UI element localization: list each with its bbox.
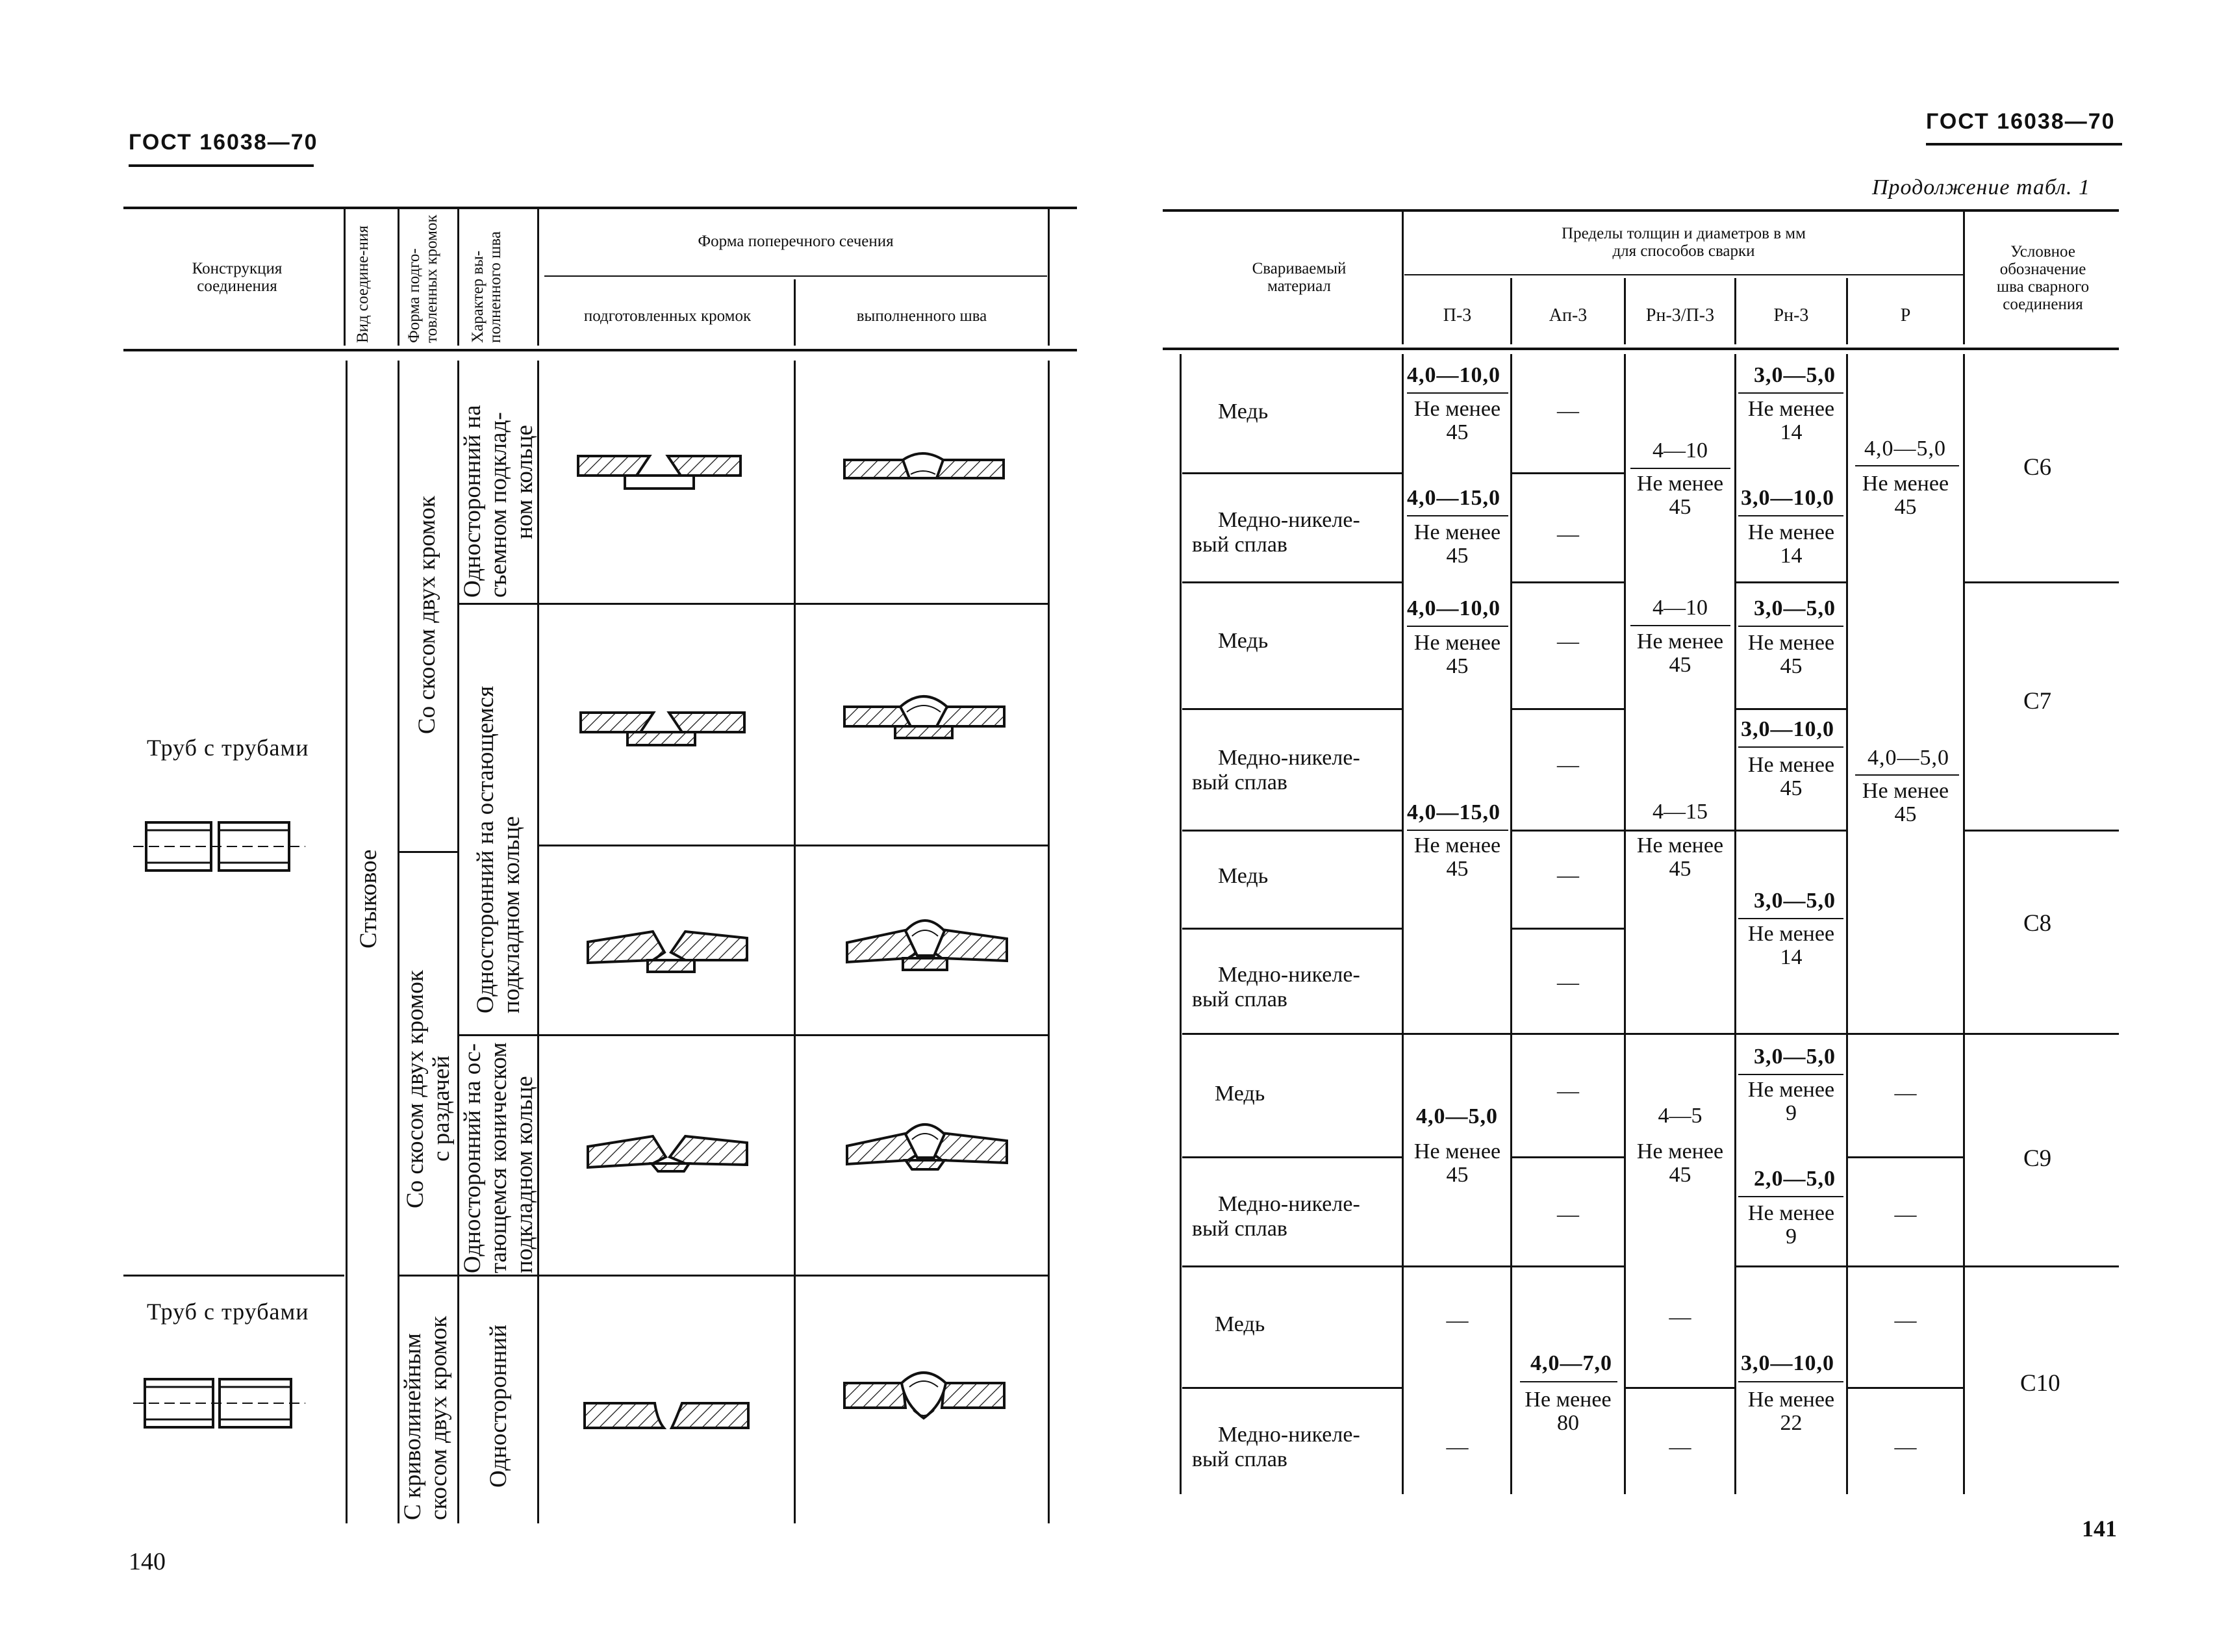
material-cuni-line: Медно-никеле- bbox=[1218, 508, 1360, 532]
range-value: 4,0—7,0 bbox=[1530, 1351, 1612, 1375]
right-symbol-rule bbox=[1965, 830, 2119, 832]
left-row-rule bbox=[398, 1275, 457, 1277]
not-less-text: Не менее bbox=[1747, 922, 1835, 946]
weld-symbol: С7 bbox=[2023, 688, 2052, 715]
joint-type-label: Стыковое bbox=[355, 849, 382, 948]
not-less-value: 14 bbox=[1780, 420, 1803, 444]
left-header-underline bbox=[129, 164, 314, 167]
not-less-label bbox=[1848, 780, 1963, 826]
left-row-rule bbox=[398, 851, 457, 853]
not-less-value: 45 bbox=[1894, 802, 1917, 826]
not-less-text: Не менее bbox=[1747, 397, 1835, 421]
not-less-text: Не менее bbox=[1636, 833, 1724, 858]
right-cell-rule bbox=[1510, 830, 1624, 832]
weld-symbol: С8 bbox=[2023, 910, 2052, 937]
weld-symbol: С9 bbox=[2023, 1145, 2052, 1172]
not-less-value: 9 bbox=[1786, 1101, 1797, 1125]
dash: — bbox=[1669, 1435, 1691, 1459]
range-value: 3,0—5,0 bbox=[1754, 363, 1836, 387]
seam-line: Односторонний на остающемся bbox=[472, 685, 499, 1013]
not-less-value: 45 bbox=[1446, 654, 1469, 678]
right-cell-rule bbox=[1510, 1156, 1624, 1158]
value-underline bbox=[1630, 625, 1730, 626]
not-less-label bbox=[1736, 1388, 1846, 1435]
right-cell-rule bbox=[1402, 1265, 1510, 1267]
material-cuni bbox=[1192, 963, 1360, 1012]
not-less-value: 45 bbox=[1446, 1163, 1469, 1187]
value-underline bbox=[1855, 465, 1959, 466]
finished-seam-drawing bbox=[838, 1117, 1033, 1182]
dash: — bbox=[1894, 1308, 1917, 1332]
material-cuni-line: Медно-никеле- bbox=[1218, 1423, 1360, 1447]
finished-seam-drawing bbox=[838, 689, 1033, 754]
left-col-rule bbox=[794, 279, 796, 346]
col-header-cross-section: Форма поперечного сечения bbox=[698, 233, 894, 250]
not-less-text: Не менее bbox=[1747, 1201, 1835, 1225]
right-cell-rule bbox=[1734, 708, 1846, 710]
right-cell-rule bbox=[1510, 472, 1624, 474]
dash: — bbox=[1669, 1305, 1691, 1329]
right-group-rule bbox=[1182, 1387, 1402, 1389]
value-underline bbox=[1738, 1381, 1843, 1382]
left-row-rule bbox=[537, 603, 1048, 605]
value-underline bbox=[1738, 746, 1843, 748]
right-cell-rule bbox=[1846, 1156, 1963, 1158]
range-value: 3,0—5,0 bbox=[1754, 889, 1836, 913]
dash: — bbox=[1557, 863, 1579, 887]
material-cuni-line: Медно-никеле- bbox=[1218, 746, 1360, 770]
left-table-top-rule bbox=[123, 207, 1077, 209]
not-less-text: Не менее bbox=[1747, 1078, 1835, 1102]
value-underline bbox=[1738, 392, 1843, 394]
right-col-rule bbox=[1402, 354, 1404, 1494]
finished-seam-drawing bbox=[838, 448, 1033, 500]
not-less-label bbox=[1404, 521, 1510, 568]
not-less-text: Не менее bbox=[1413, 520, 1501, 544]
left-col-rule bbox=[794, 361, 796, 1523]
not-less-label bbox=[1736, 398, 1846, 444]
dash: — bbox=[1557, 753, 1579, 777]
not-less-value: 45 bbox=[1780, 776, 1803, 800]
dash: — bbox=[1894, 1202, 1917, 1226]
material-cuni bbox=[1192, 746, 1360, 795]
value-underline bbox=[1407, 830, 1508, 831]
right-cell-rule bbox=[1846, 1387, 1963, 1389]
material-cuni-line: Медно-никеле- bbox=[1218, 1192, 1360, 1216]
seam-line: Односторонний на ос- bbox=[459, 1043, 486, 1273]
not-less-text: Не менее bbox=[1862, 472, 1949, 496]
edge-form-label bbox=[403, 970, 455, 1208]
right-cell-rule bbox=[1510, 581, 1624, 583]
right-subhead-rule bbox=[1404, 274, 1963, 275]
left-subhead-rule bbox=[544, 275, 1047, 277]
material-copper: Медь bbox=[1218, 629, 1269, 653]
material-copper: Медь bbox=[1215, 1082, 1265, 1106]
range-value: 4,0—10,0 bbox=[1407, 596, 1500, 620]
dash: — bbox=[1557, 971, 1579, 995]
right-cell-rule bbox=[1734, 581, 1846, 583]
not-less-text: Не менее bbox=[1413, 397, 1501, 421]
range-value: 3,0—5,0 bbox=[1754, 1045, 1836, 1069]
right-cell-rule bbox=[1846, 1265, 1963, 1267]
seam-character-label bbox=[460, 1042, 538, 1273]
not-less-text: Не менее bbox=[1636, 472, 1724, 496]
left-page-number: 140 bbox=[129, 1548, 166, 1575]
right-cell-rule bbox=[1510, 1033, 1624, 1035]
prepared-edge-drawing bbox=[572, 705, 766, 757]
range-value: 3,0—10,0 bbox=[1741, 717, 1834, 741]
left-col-rule bbox=[1048, 209, 1050, 346]
value-underline bbox=[1630, 468, 1730, 469]
col-header-symbol-line: соединения bbox=[2003, 296, 2083, 313]
material-cuni bbox=[1192, 1192, 1360, 1241]
value-underline bbox=[1407, 626, 1508, 627]
right-symbol-rule bbox=[1965, 1265, 2119, 1267]
right-page-number: 141 bbox=[2082, 1516, 2117, 1542]
not-less-label bbox=[1626, 472, 1734, 519]
right-group-rule bbox=[1182, 472, 1402, 474]
not-less-label bbox=[1626, 630, 1734, 677]
not-less-value: 45 bbox=[1669, 495, 1691, 519]
prepared-edge-drawing bbox=[578, 1397, 773, 1442]
not-less-text: Не менее bbox=[1413, 1139, 1501, 1163]
material-copper: Медь bbox=[1218, 864, 1269, 888]
col-header-limits-sub: для способов сварки bbox=[1612, 242, 1755, 260]
prepared-edge-drawing bbox=[575, 1127, 770, 1186]
right-symbol-rule bbox=[1965, 581, 2119, 583]
left-col-rule bbox=[457, 209, 459, 346]
left-row-rule bbox=[537, 1275, 1048, 1277]
finished-seam-drawing bbox=[838, 913, 1033, 981]
col-header-symbol-line: Условное bbox=[2010, 243, 2075, 261]
material-cuni-line: вый сплав bbox=[1192, 533, 1287, 557]
range-value: 4,0—5,0 bbox=[1864, 437, 1946, 461]
not-less-value: 45 bbox=[1446, 544, 1469, 568]
right-group-rule bbox=[1182, 1033, 1402, 1035]
right-table-top-rule bbox=[1163, 209, 2119, 212]
not-less-label bbox=[1512, 1388, 1624, 1435]
finished-seam-drawing bbox=[838, 1367, 1033, 1439]
col-header-construction: Конструкция соединения bbox=[192, 260, 283, 295]
right-group-rule bbox=[1182, 830, 1402, 832]
col-header-p3: П-3 bbox=[1443, 305, 1472, 325]
not-less-label bbox=[1626, 834, 1734, 881]
not-less-text: Не менее bbox=[1862, 779, 1949, 803]
pipe-joint-icon bbox=[133, 1374, 305, 1432]
left-row-rule bbox=[537, 1034, 1048, 1036]
left-col-rule bbox=[1048, 361, 1050, 1523]
left-row-rule bbox=[537, 845, 1048, 846]
not-less-value: 22 bbox=[1780, 1411, 1803, 1435]
material-cuni bbox=[1192, 1423, 1360, 1472]
left-row-rule bbox=[123, 1275, 344, 1277]
right-group-rule bbox=[1182, 708, 1402, 710]
col-header-material: Свариваемый материал bbox=[1252, 260, 1347, 295]
right-cell-rule bbox=[1734, 1265, 1846, 1267]
left-table-head-rule bbox=[123, 349, 1077, 351]
seam-line: ном кольце bbox=[511, 425, 538, 539]
left-row-rule bbox=[457, 1275, 537, 1277]
dash: — bbox=[1557, 399, 1579, 423]
not-less-value: 14 bbox=[1780, 544, 1803, 568]
range-value: 4—5 bbox=[1658, 1104, 1703, 1128]
material-cuni-line: вый сплав bbox=[1192, 1447, 1287, 1471]
not-less-label bbox=[1736, 631, 1846, 678]
right-cell-rule bbox=[1624, 1033, 1734, 1035]
range-value: 2,0—5,0 bbox=[1754, 1167, 1836, 1191]
right-group-rule bbox=[1182, 581, 1402, 583]
right-col-rule bbox=[1963, 354, 1965, 1494]
right-cell-rule bbox=[1402, 1033, 1510, 1035]
weld-symbol: С6 bbox=[2023, 454, 2052, 481]
edge-form-line: С криволинейным bbox=[399, 1333, 426, 1520]
range-value: 4—15 bbox=[1652, 800, 1708, 824]
left-col-rule bbox=[346, 361, 348, 1523]
range-value: 4,0—5,0 bbox=[1867, 746, 1949, 770]
not-less-value: 80 bbox=[1557, 1411, 1579, 1435]
left-col-rule bbox=[344, 209, 346, 346]
range-value: 4,0—5,0 bbox=[1416, 1104, 1498, 1128]
dash: — bbox=[1557, 522, 1579, 546]
material-cuni bbox=[1192, 508, 1360, 557]
seam-line: тающемся коническом bbox=[485, 1042, 512, 1273]
col-header-limits: Пределы толщин и диаметров в мм bbox=[1562, 225, 1806, 242]
material-cuni-line: Медно-никеле- bbox=[1218, 963, 1360, 987]
col-header-rn3p3: Рн-3/П-3 bbox=[1645, 305, 1715, 325]
col-header-prepared-edges: подготовленных кромок bbox=[583, 307, 752, 325]
prepared-edge-drawing bbox=[575, 922, 770, 981]
not-less-value: 45 bbox=[1780, 654, 1803, 678]
left-row-rule bbox=[457, 603, 537, 605]
right-cell-rule bbox=[1510, 928, 1624, 930]
value-underline bbox=[1738, 626, 1843, 627]
value-underline bbox=[1407, 515, 1508, 516]
not-less-label bbox=[1736, 1202, 1846, 1249]
value-underline bbox=[1407, 392, 1508, 394]
col-header-seam-character: Характер вы-полненного шва bbox=[469, 231, 504, 343]
right-col-rule bbox=[1402, 212, 1404, 344]
not-less-value: 45 bbox=[1446, 857, 1469, 881]
value-underline bbox=[1520, 1381, 1617, 1382]
edge-form-line: с раздачей bbox=[428, 1055, 455, 1162]
dash: — bbox=[1894, 1435, 1917, 1459]
right-header-underline bbox=[1926, 143, 2122, 146]
seam-character-label bbox=[473, 686, 525, 1013]
not-less-text: Не менее bbox=[1413, 631, 1501, 655]
not-less-text: Не менее bbox=[1747, 520, 1835, 544]
not-less-text: Не менее bbox=[1747, 1388, 1835, 1412]
material-cuni-line: вый сплав bbox=[1192, 987, 1287, 1011]
right-col-rule bbox=[1180, 354, 1182, 1494]
seam-line: съемном подклад- bbox=[485, 412, 512, 598]
value-underline bbox=[1855, 774, 1959, 776]
range-value: 3,0—10,0 bbox=[1741, 1351, 1834, 1375]
not-less-label bbox=[1404, 398, 1510, 444]
dash: — bbox=[1446, 1308, 1469, 1332]
edge-form-line: Со скосом двух кромок bbox=[402, 970, 429, 1208]
right-cell-rule bbox=[1510, 708, 1624, 710]
material-cuni-line: вый сплав bbox=[1192, 1217, 1287, 1241]
not-less-text: Не менее bbox=[1413, 833, 1501, 858]
not-less-value: 45 bbox=[1669, 857, 1691, 881]
not-less-text: Не менее bbox=[1525, 1388, 1612, 1412]
pipe-joint-icon bbox=[133, 817, 305, 876]
col-header-r: Р bbox=[1900, 305, 1911, 325]
not-less-value: 45 bbox=[1669, 1163, 1691, 1187]
edge-form-line: скосом двух кромок bbox=[425, 1315, 452, 1520]
edge-form-label: Со скосом двух кромок bbox=[414, 496, 440, 734]
seam-line: подкладном кольце bbox=[498, 816, 525, 1013]
dash: — bbox=[1894, 1081, 1917, 1105]
left-col-rule bbox=[537, 209, 539, 346]
not-less-text: Не менее bbox=[1747, 753, 1835, 777]
col-header-symbol-line: обозначение bbox=[1999, 261, 2086, 278]
construction-label: Труб с трубами bbox=[147, 1299, 309, 1325]
value-underline bbox=[1738, 1196, 1843, 1197]
right-cell-rule bbox=[1624, 830, 1734, 832]
left-page-header: ГОСТ 16038—70 bbox=[129, 130, 318, 155]
col-header-symbol-line: шва сварного bbox=[1996, 278, 2090, 296]
not-less-label bbox=[1404, 631, 1510, 678]
dash: — bbox=[1557, 1079, 1579, 1103]
right-col-rule bbox=[1963, 212, 1965, 344]
dash: — bbox=[1557, 1202, 1579, 1226]
material-copper: Медь bbox=[1218, 400, 1269, 424]
continuation-label: Продолжение табл. 1 bbox=[1872, 175, 2091, 199]
range-value: 4,0—15,0 bbox=[1407, 486, 1500, 510]
not-less-label bbox=[1404, 1140, 1510, 1187]
seam-line: Односторонний на bbox=[459, 405, 486, 598]
dash: — bbox=[1557, 629, 1579, 654]
seam-character-label bbox=[460, 405, 538, 598]
not-less-value: 45 bbox=[1446, 420, 1469, 444]
weld-symbol: С10 bbox=[2020, 1370, 2060, 1397]
right-cell-rule bbox=[1734, 830, 1846, 832]
left-col-rule bbox=[398, 209, 399, 346]
material-copper: Медь bbox=[1215, 1312, 1265, 1336]
right-cell-rule bbox=[1624, 1387, 1734, 1389]
not-less-label bbox=[1736, 521, 1846, 568]
range-value: 4,0—10,0 bbox=[1407, 363, 1500, 387]
col-header-ap3: Ап-3 bbox=[1549, 305, 1588, 325]
edge-form-label bbox=[400, 1316, 452, 1520]
dash: — bbox=[1446, 1435, 1469, 1459]
not-less-text: Не менее bbox=[1747, 631, 1835, 655]
right-group-rule bbox=[1182, 1156, 1402, 1158]
not-less-label bbox=[1736, 1078, 1846, 1125]
seam-line: подкладном кольце bbox=[511, 1076, 538, 1273]
not-less-value: 9 bbox=[1786, 1225, 1797, 1249]
range-value: 3,0—10,0 bbox=[1741, 486, 1834, 510]
right-page-header: ГОСТ 16038—70 bbox=[1926, 109, 2116, 134]
col-header-symbol bbox=[1968, 243, 2118, 313]
seam-character-label: Односторонний bbox=[485, 1324, 512, 1488]
value-underline bbox=[1738, 918, 1843, 919]
not-less-value: 14 bbox=[1780, 945, 1803, 969]
range-value: 3,0—5,0 bbox=[1754, 596, 1836, 620]
range-value: 4,0—15,0 bbox=[1407, 800, 1500, 824]
prepared-edge-drawing bbox=[572, 448, 766, 500]
not-less-value: 45 bbox=[1894, 495, 1917, 519]
not-less-value: 45 bbox=[1669, 653, 1691, 677]
right-group-rule bbox=[1182, 928, 1402, 930]
not-less-text: Не менее bbox=[1636, 1139, 1724, 1163]
not-less-label bbox=[1736, 754, 1846, 800]
not-less-text: Не менее bbox=[1636, 629, 1724, 654]
col-header-edge-form: Форма подго-товленных кромок bbox=[405, 214, 440, 343]
construction-label: Труб с трубами bbox=[147, 735, 309, 761]
value-underline bbox=[1738, 515, 1843, 516]
range-value: 4—10 bbox=[1652, 438, 1708, 463]
right-symbol-rule bbox=[1965, 1033, 2119, 1035]
col-header-finished-seam: выполненного шва bbox=[856, 307, 987, 325]
range-value: 4—10 bbox=[1652, 596, 1708, 620]
right-table-head-rule bbox=[1163, 348, 2119, 350]
right-cell-rule bbox=[1510, 1265, 1624, 1267]
value-underline bbox=[1738, 1074, 1843, 1075]
not-less-label bbox=[1404, 834, 1510, 881]
col-header-joint-type: Вид соедине-ния bbox=[354, 225, 372, 343]
not-less-label bbox=[1626, 1140, 1734, 1187]
left-row-rule bbox=[457, 1034, 537, 1036]
right-group-rule bbox=[1182, 1265, 1402, 1267]
col-header-rn3: Рн-3 bbox=[1773, 305, 1809, 325]
material-cuni-line: вый сплав bbox=[1192, 770, 1287, 794]
right-cell-rule bbox=[1846, 1033, 1963, 1035]
not-less-label bbox=[1848, 472, 1963, 519]
not-less-label bbox=[1736, 922, 1846, 969]
right-cell-rule bbox=[1734, 1033, 1846, 1035]
